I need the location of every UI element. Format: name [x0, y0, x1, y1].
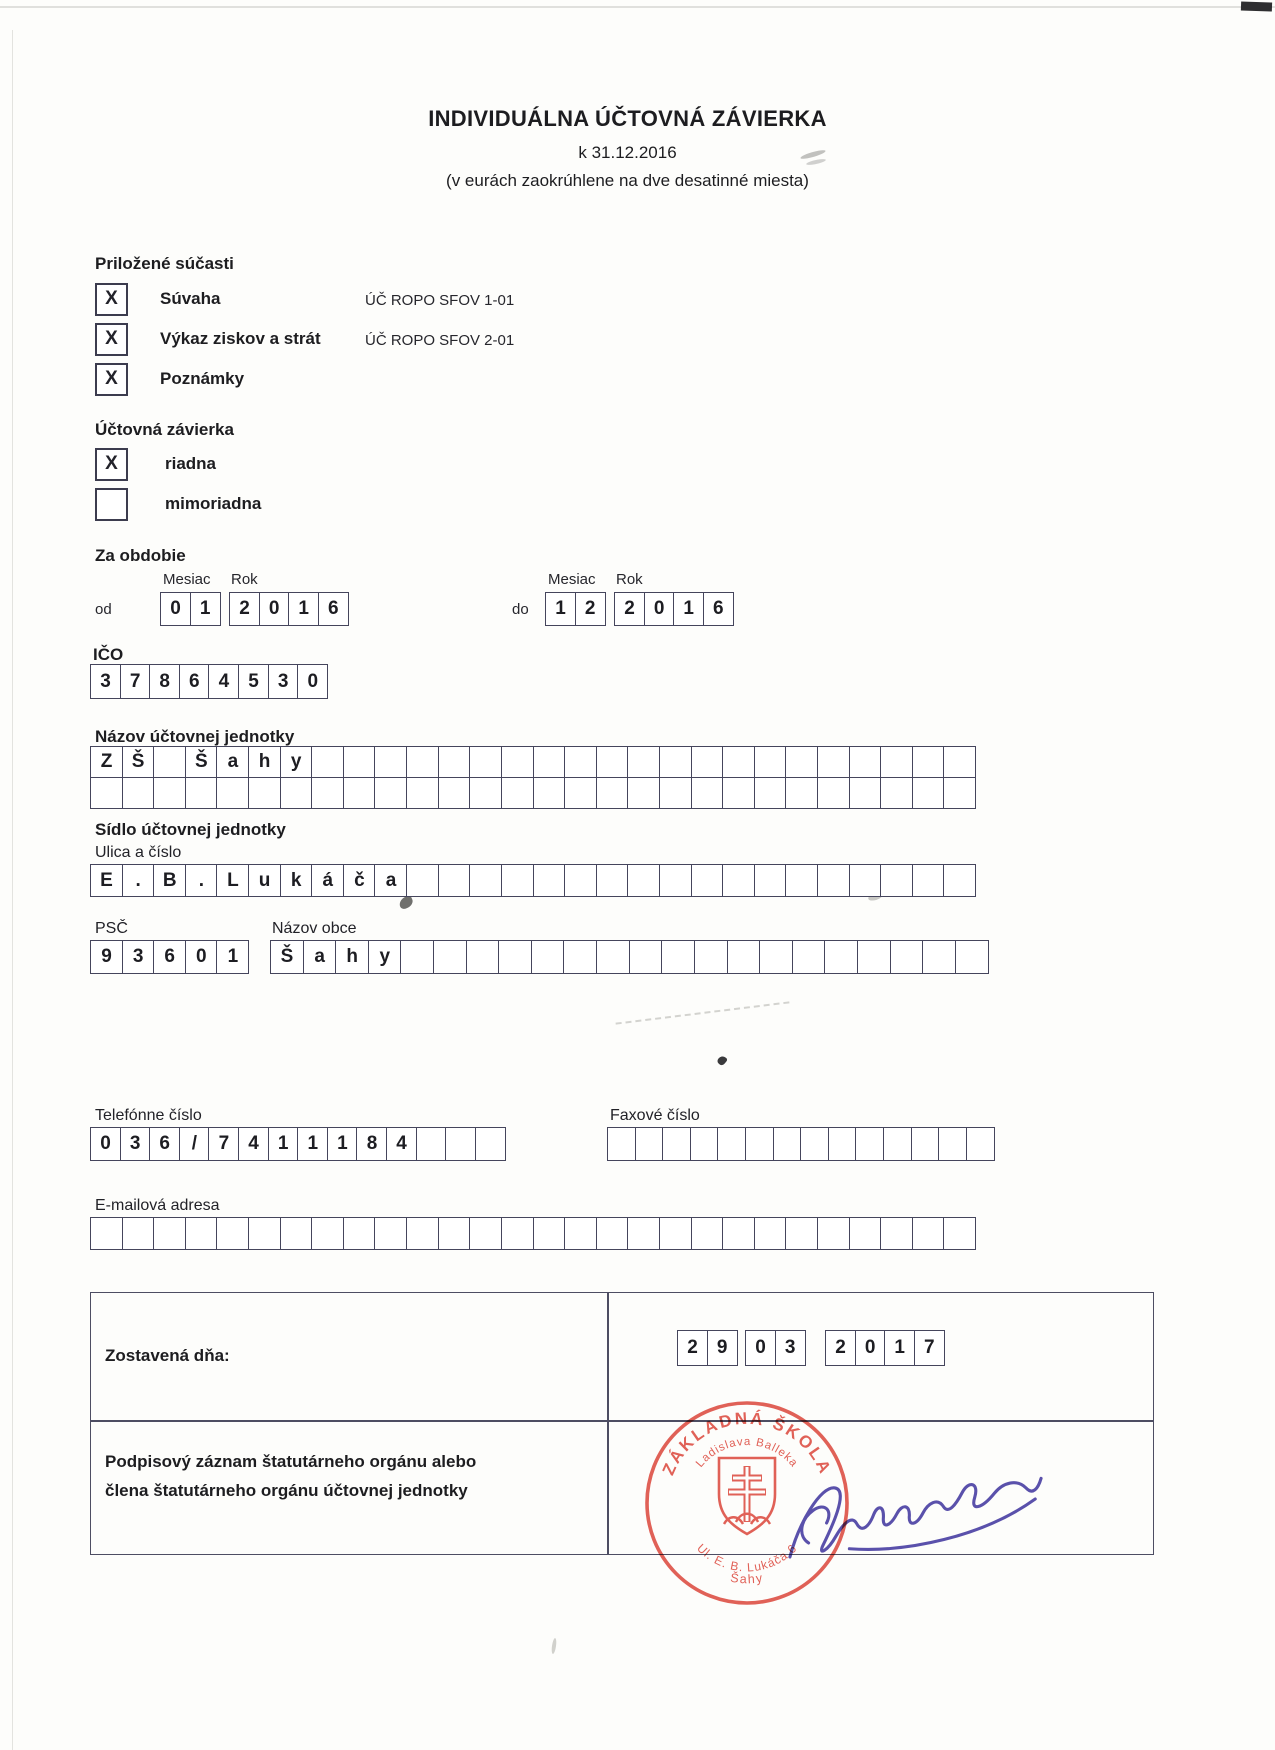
checkbox-vykaz[interactable]: X [95, 323, 128, 356]
char-cell[interactable] [438, 864, 471, 897]
attached-parts-heading: Priložené súčasti [95, 254, 234, 273]
char-cell[interactable]: 2 [575, 592, 606, 626]
phone-grid[interactable] [90, 1127, 506, 1161]
char-cell[interactable] [911, 1127, 940, 1161]
compiled-day-grid[interactable] [677, 1330, 738, 1366]
char-cell[interactable] [855, 1127, 884, 1161]
char-cell[interactable] [849, 864, 882, 897]
fax-label: Faxové číslo [610, 1107, 700, 1124]
char-cell[interactable] [596, 1217, 629, 1250]
code-suvaha: ÚČ ROPO SFOV 1-01 [365, 292, 515, 309]
char-cell[interactable] [501, 746, 534, 778]
entity-name-grid-row1[interactable] [90, 746, 976, 778]
char-cell[interactable] [343, 777, 376, 809]
char-cell[interactable]: 1 [545, 592, 576, 626]
char-cell[interactable]: 9 [707, 1330, 738, 1366]
char-cell[interactable] [475, 1127, 506, 1161]
stamp-arc-top-text: ZÁKLADNÁ ŠKOLA [658, 1408, 836, 1479]
stamp-arc-middle-text: Ladislava Balleka [693, 1435, 801, 1470]
char-cell[interactable] [943, 1217, 976, 1250]
char-cell[interactable] [416, 1127, 447, 1161]
char-cell[interactable]: 0 [185, 940, 218, 974]
char-cell[interactable]: 1 [673, 592, 704, 626]
char-cell[interactable]: 4 [208, 664, 239, 699]
char-cell[interactable] [248, 1217, 281, 1250]
char-cell[interactable] [216, 1217, 249, 1250]
char-cell[interactable]: 3 [775, 1330, 806, 1366]
char-cell[interactable] [912, 1217, 945, 1250]
char-cell[interactable]: / [179, 1127, 210, 1161]
char-cell[interactable] [248, 777, 281, 809]
stamp-arc-bottom-text: Ul. E. B. Lukáča 6 [694, 1540, 800, 1575]
char-cell[interactable] [280, 777, 313, 809]
to-year-label: Rok [616, 571, 643, 588]
char-cell[interactable] [564, 864, 597, 897]
char-cell[interactable] [880, 746, 913, 778]
code-vykaz: ÚČ ROPO SFOV 2-01 [365, 332, 515, 349]
char-cell[interactable] [754, 864, 787, 897]
char-cell[interactable]: Š [185, 746, 218, 778]
char-cell[interactable]: Š [122, 746, 155, 778]
to-month-label: Mesiac [548, 571, 596, 588]
label-vykaz: Výkaz ziskov a strát [160, 329, 321, 348]
char-cell[interactable]: 3 [120, 1127, 151, 1161]
char-cell[interactable] [880, 1217, 913, 1250]
char-cell[interactable]: . [185, 864, 218, 897]
closing-type-heading: Účtovná závierka [95, 420, 234, 439]
char-cell[interactable] [406, 1217, 439, 1250]
char-cell[interactable]: 0 [90, 1127, 121, 1161]
char-cell[interactable] [691, 746, 724, 778]
char-cell[interactable] [817, 746, 850, 778]
char-cell[interactable]: 2 [677, 1330, 708, 1366]
char-cell[interactable] [280, 1217, 313, 1250]
char-cell[interactable] [849, 746, 882, 778]
char-cell[interactable] [754, 746, 787, 778]
char-cell[interactable]: h [335, 940, 369, 974]
char-cell[interactable] [717, 1127, 746, 1161]
char-cell[interactable]: h [248, 746, 281, 778]
char-cell[interactable]: a [303, 940, 337, 974]
char-cell[interactable]: 1 [288, 592, 319, 626]
from-month-grid[interactable] [160, 592, 221, 626]
char-cell[interactable]: č [343, 864, 376, 897]
char-cell[interactable]: a [216, 746, 249, 778]
char-cell[interactable]: 3 [122, 940, 155, 974]
period-heading: Za obdobie [95, 546, 186, 565]
from-label: od [95, 601, 112, 618]
psc-grid[interactable] [90, 940, 249, 974]
char-cell[interactable] [627, 746, 660, 778]
scan-edge-line [0, 6, 1275, 8]
char-cell[interactable] [185, 1217, 218, 1250]
psc-label: PSČ [95, 920, 128, 937]
char-cell[interactable]: 1 [297, 1127, 328, 1161]
scan-edge-line-left [12, 30, 13, 1750]
char-cell[interactable] [153, 777, 186, 809]
char-cell[interactable] [661, 940, 695, 974]
char-cell[interactable] [122, 777, 155, 809]
street-label: Ulica a číslo [95, 844, 182, 861]
char-cell[interactable] [216, 777, 249, 809]
char-cell[interactable] [596, 864, 629, 897]
report-date-line: k 31.12.2016 [578, 143, 677, 162]
char-cell[interactable] [627, 777, 660, 809]
char-cell[interactable]: 1 [190, 592, 221, 626]
char-cell[interactable] [406, 864, 439, 897]
char-cell[interactable] [943, 746, 976, 778]
seat-heading: Sídlo účtovnej jednotky [95, 820, 286, 839]
signature-caption-line2: člena štatutárneho orgánu účtovnej jednotky [105, 1481, 468, 1500]
char-cell[interactable] [635, 1127, 664, 1161]
char-cell[interactable] [754, 1217, 787, 1250]
char-cell[interactable] [912, 777, 945, 809]
checkbox-riadna[interactable]: X [95, 448, 128, 481]
char-cell[interactable] [533, 1217, 566, 1250]
char-cell[interactable] [501, 864, 534, 897]
char-cell[interactable] [343, 1217, 376, 1250]
phone-label: Telefónne číslo [95, 1107, 202, 1124]
char-cell[interactable]: 0 [160, 592, 191, 626]
char-cell[interactable]: B [153, 864, 186, 897]
char-cell[interactable] [857, 940, 891, 974]
label-poznamky: Poznámky [160, 369, 245, 388]
char-cell[interactable] [311, 746, 344, 778]
email-label: E-mailová adresa [95, 1197, 220, 1214]
char-cell[interactable] [722, 746, 755, 778]
char-cell[interactable] [498, 940, 532, 974]
char-cell[interactable] [564, 746, 597, 778]
char-cell[interactable] [722, 1217, 755, 1250]
char-cell[interactable] [691, 864, 724, 897]
char-cell[interactable] [374, 1217, 407, 1250]
char-cell[interactable] [433, 940, 467, 974]
char-cell[interactable]: 1 [216, 940, 249, 974]
char-cell[interactable] [438, 1217, 471, 1250]
char-cell[interactable] [563, 940, 597, 974]
char-cell[interactable] [469, 864, 502, 897]
char-cell[interactable]: á [311, 864, 344, 897]
char-cell[interactable] [533, 777, 566, 809]
char-cell[interactable] [469, 777, 502, 809]
char-cell[interactable]: 1 [268, 1127, 299, 1161]
ico-grid[interactable] [90, 664, 328, 699]
char-cell[interactable] [501, 777, 534, 809]
char-cell[interactable] [880, 777, 913, 809]
table-divider [607, 1293, 609, 1554]
char-cell[interactable]: Š [270, 940, 304, 974]
char-cell[interactable] [607, 1127, 636, 1161]
char-cell[interactable]: 0 [297, 664, 328, 699]
char-cell[interactable] [153, 1217, 186, 1250]
char-cell[interactable]: . [122, 864, 155, 897]
to-year-grid[interactable] [614, 592, 734, 626]
char-cell[interactable] [90, 777, 123, 809]
char-cell[interactable] [817, 777, 850, 809]
char-cell[interactable] [759, 940, 793, 974]
char-cell[interactable] [374, 777, 407, 809]
char-cell[interactable] [659, 864, 692, 897]
char-cell[interactable] [564, 1217, 597, 1250]
char-cell[interactable]: 6 [703, 592, 734, 626]
char-cell[interactable] [469, 1217, 502, 1250]
stamp-emblem-icon [719, 1458, 775, 1534]
entity-name-grid-row2[interactable] [90, 777, 976, 809]
char-cell[interactable] [800, 1127, 829, 1161]
char-cell[interactable]: 1 [327, 1127, 358, 1161]
char-cell[interactable] [627, 864, 660, 897]
char-cell[interactable] [955, 940, 989, 974]
char-cell[interactable]: 7 [914, 1330, 945, 1366]
char-cell[interactable] [469, 746, 502, 778]
compiled-date-label: Zostavená dňa: [105, 1346, 230, 1365]
char-cell[interactable]: 6 [149, 1127, 180, 1161]
char-cell[interactable] [662, 1127, 691, 1161]
ink-speck [716, 1054, 728, 1066]
char-cell[interactable] [849, 777, 882, 809]
char-cell[interactable] [824, 940, 858, 974]
char-cell[interactable] [943, 777, 976, 809]
char-cell[interactable]: 6 [179, 664, 210, 699]
char-cell[interactable] [438, 777, 471, 809]
from-year-grid[interactable] [229, 592, 349, 626]
char-cell[interactable] [966, 1127, 995, 1161]
street-grid[interactable] [90, 864, 976, 897]
char-cell[interactable]: 9 [90, 940, 123, 974]
char-cell[interactable] [912, 864, 945, 897]
char-cell[interactable] [922, 940, 956, 974]
char-cell[interactable] [400, 940, 434, 974]
char-cell[interactable] [694, 940, 728, 974]
char-cell[interactable]: 6 [318, 592, 349, 626]
char-cell[interactable]: 0 [745, 1330, 776, 1366]
char-cell[interactable]: E [90, 864, 123, 897]
char-cell[interactable]: k [280, 864, 313, 897]
char-cell[interactable] [90, 1217, 123, 1250]
char-cell[interactable] [501, 1217, 534, 1250]
char-cell[interactable] [817, 1217, 850, 1250]
char-cell[interactable] [773, 1127, 802, 1161]
page-title: INDIVIDUÁLNA ÚČTOVNÁ ZÁVIERKA [428, 106, 827, 131]
char-cell[interactable] [745, 1127, 774, 1161]
char-cell[interactable] [785, 746, 818, 778]
scan-smudge [616, 1001, 790, 1024]
town-grid[interactable] [270, 940, 989, 974]
from-year-label: Rok [231, 571, 258, 588]
char-cell[interactable]: L [216, 864, 249, 897]
char-cell[interactable]: 5 [238, 664, 269, 699]
char-cell[interactable] [533, 746, 566, 778]
char-cell[interactable] [938, 1127, 967, 1161]
ico-heading: IČO [93, 645, 124, 664]
char-cell[interactable] [406, 777, 439, 809]
rounding-note-line: (v eurách zaokrúhlene na dve desatinné miesta) [446, 171, 809, 190]
char-cell[interactable] [531, 940, 565, 974]
char-cell[interactable] [849, 1217, 882, 1250]
char-cell[interactable] [691, 777, 724, 809]
to-month-grid[interactable] [545, 592, 606, 626]
stamp-bottom-word: Šahy [729, 1570, 765, 1587]
label-riadna: riadna [165, 454, 217, 473]
char-cell[interactable] [792, 940, 826, 974]
char-cell[interactable]: 2 [614, 592, 645, 626]
char-cell[interactable] [406, 746, 439, 778]
char-cell[interactable] [890, 940, 924, 974]
char-cell[interactable] [445, 1127, 476, 1161]
to-label: do [512, 601, 529, 618]
char-cell[interactable] [754, 777, 787, 809]
scan-smudge [551, 1638, 557, 1654]
from-month-label: Mesiac [163, 571, 211, 588]
char-cell[interactable] [659, 1217, 692, 1250]
char-cell[interactable]: 7 [120, 664, 151, 699]
char-cell[interactable] [690, 1127, 719, 1161]
char-cell[interactable] [153, 746, 186, 778]
char-cell[interactable]: Z [90, 746, 123, 778]
char-cell[interactable]: y [280, 746, 313, 778]
char-cell[interactable] [627, 1217, 660, 1250]
char-cell[interactable]: a [374, 864, 407, 897]
scan-mark [1241, 1, 1272, 11]
char-cell[interactable] [466, 940, 500, 974]
char-cell[interactable] [722, 777, 755, 809]
char-cell[interactable] [828, 1127, 857, 1161]
char-cell[interactable] [722, 864, 755, 897]
char-cell[interactable]: u [248, 864, 281, 897]
char-cell[interactable]: y [368, 940, 402, 974]
char-cell[interactable] [691, 1217, 724, 1250]
char-cell[interactable]: 4 [386, 1127, 417, 1161]
entity-name-heading: Názov účtovnej jednotky [95, 727, 295, 746]
char-cell[interactable] [596, 940, 630, 974]
char-cell[interactable]: 0 [644, 592, 675, 626]
label-mimoriadna: mimoriadna [165, 494, 262, 513]
char-cell[interactable]: 1 [884, 1330, 915, 1366]
char-cell[interactable]: 8 [356, 1127, 387, 1161]
town-label: Názov obce [272, 920, 357, 937]
char-cell[interactable] [880, 864, 913, 897]
char-cell[interactable] [311, 1217, 344, 1250]
checkbox-suvaha[interactable]: X [95, 283, 128, 316]
signature-caption-line1: Podpisový záznam štatutárneho orgánu alebo [105, 1452, 477, 1471]
char-cell[interactable]: 8 [149, 664, 180, 699]
char-cell[interactable] [185, 777, 218, 809]
char-cell[interactable] [564, 777, 597, 809]
char-cell[interactable] [659, 746, 692, 778]
char-cell[interactable] [596, 777, 629, 809]
char-cell[interactable] [659, 777, 692, 809]
checkbox-poznamky[interactable]: X [95, 363, 128, 396]
char-cell[interactable] [438, 746, 471, 778]
char-cell[interactable] [596, 746, 629, 778]
char-cell[interactable] [785, 777, 818, 809]
char-cell[interactable]: 7 [208, 1127, 239, 1161]
char-cell[interactable] [785, 1217, 818, 1250]
fax-grid[interactable] [607, 1127, 995, 1161]
char-cell[interactable] [727, 940, 761, 974]
char-cell[interactable] [311, 777, 344, 809]
char-cell[interactable]: 4 [238, 1127, 269, 1161]
char-cell[interactable] [629, 940, 663, 974]
table-row-divider [91, 1420, 1153, 1422]
char-cell[interactable]: 0 [259, 592, 290, 626]
char-cell[interactable] [883, 1127, 912, 1161]
checkbox-mimoriadna[interactable] [95, 488, 128, 521]
char-cell[interactable]: 0 [855, 1330, 886, 1366]
char-cell[interactable] [122, 1217, 155, 1250]
char-cell[interactable]: 2 [825, 1330, 856, 1366]
char-cell[interactable] [785, 864, 818, 897]
char-cell[interactable] [817, 864, 850, 897]
char-cell[interactable]: 3 [90, 664, 121, 699]
char-cell[interactable] [374, 746, 407, 778]
char-cell[interactable]: 3 [268, 664, 299, 699]
compiled-year-grid[interactable] [825, 1330, 945, 1366]
char-cell[interactable]: 6 [153, 940, 186, 974]
char-cell[interactable] [343, 746, 376, 778]
char-cell[interactable] [943, 864, 976, 897]
label-suvaha: Súvaha [160, 289, 221, 308]
char-cell[interactable] [912, 746, 945, 778]
char-cell[interactable]: 2 [229, 592, 260, 626]
email-grid[interactable] [90, 1217, 976, 1250]
char-cell[interactable] [533, 864, 566, 897]
compiled-month-grid[interactable] [745, 1330, 806, 1366]
